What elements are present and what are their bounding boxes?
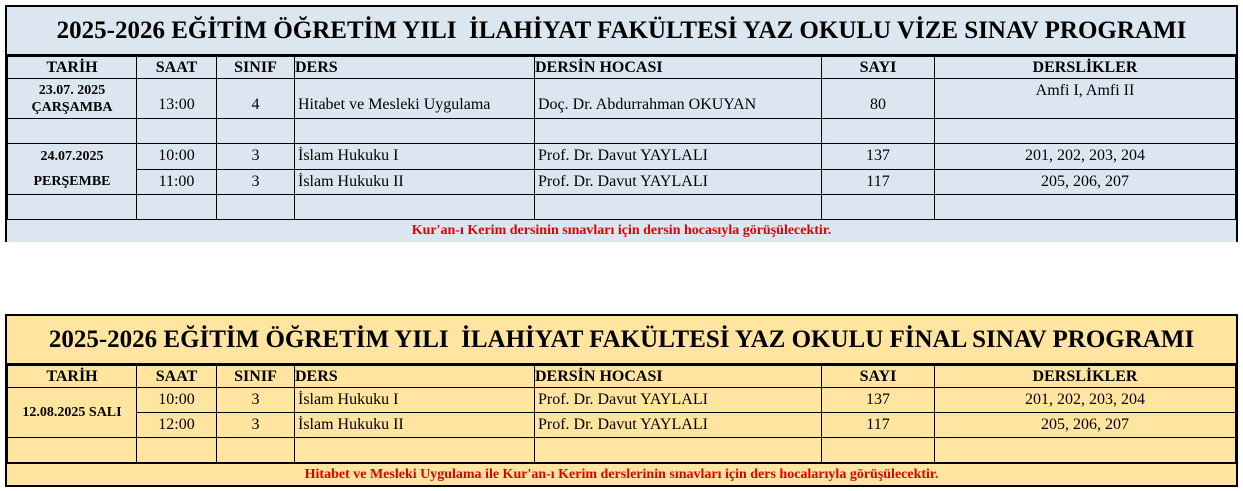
date-cell (8, 79, 137, 119)
course-cell: İslam Hukuku I (295, 144, 535, 170)
vize-header-row (8, 57, 1236, 79)
vize-title: 2025-2026 EĞİTİM ÖĞRETİM YILI İLAHİYAT FAKÜLTESİ YAZ OKULU VİZE SINAV PROGRAMI (7, 7, 1236, 56)
empty-row (8, 438, 1236, 463)
class-cell: 3 (217, 388, 295, 413)
vize-schedule (5, 5, 1238, 242)
course-cell: İslam Hukuku II (295, 169, 535, 195)
header-derslikler: DERSLİKLER (935, 57, 1236, 79)
header-saat: SAAT (137, 366, 217, 388)
empty-row (8, 119, 1236, 144)
header-sayi: SAYI (822, 57, 935, 79)
header-tarih: TARİH (8, 366, 137, 388)
class-cell: 3 (217, 413, 295, 438)
header-hoca: DERSİN HOCASI (535, 366, 822, 388)
course-cell: İslam Hukuku I (295, 388, 535, 413)
count-cell: 117 (822, 169, 935, 195)
header-sayi: SAYI (822, 366, 935, 388)
rooms-cell: 205, 206, 207 (935, 413, 1236, 438)
class-cell: 3 (217, 144, 295, 170)
course-cell: İslam Hukuku II (295, 413, 535, 438)
count-cell: 137 (822, 388, 935, 413)
rooms-cell: 205, 206, 207 (935, 169, 1236, 195)
header-ders: DERS (295, 366, 535, 388)
count-cell: 117 (822, 413, 935, 438)
date-cell: 12.08.2025 SALI (8, 388, 137, 438)
teacher-cell: Prof. Dr. Davut YAYLALI (535, 169, 822, 195)
time-cell: 10:00 (137, 144, 217, 170)
rooms-cell: 201, 202, 203, 204 (935, 388, 1236, 413)
day-text: ÇARŞAMBA (31, 100, 113, 115)
header-derslikler: DERSLİKLER (935, 366, 1236, 388)
teacher-cell: Prof. Dr. Davut YAYLALI (535, 388, 822, 413)
time-cell: 10:00 (137, 388, 217, 413)
teacher-cell: Doç. Dr. Abdurrahman OKUYAN (535, 79, 822, 119)
count-cell: 80 (822, 79, 935, 119)
header-hoca: DERSİN HOCASI (535, 57, 822, 79)
class-cell: 4 (217, 79, 295, 119)
vize-note: Kur'an-ı Kerim dersinin sınavları için dersin hocasıyla görüşülecektir. (411, 223, 832, 238)
header-sinif: SINIF (217, 57, 295, 79)
table-row (8, 79, 1236, 119)
teacher-cell: Prof. Dr. Davut YAYLALI (535, 413, 822, 438)
header-saat: SAAT (137, 57, 217, 79)
date-text: 23.07. 2025 (38, 83, 106, 98)
teacher-cell: Prof. Dr. Davut YAYLALI (535, 144, 822, 170)
course-cell: Hitabet ve Mesleki Uygulama (295, 79, 535, 119)
time-cell: 12:00 (137, 413, 217, 438)
rooms-cell: 201, 202, 203, 204 (935, 144, 1236, 170)
date-text: 24.07.2025 (40, 149, 104, 164)
final-title: 2025-2026 EĞİTİM ÖĞRETİM YILI İLAHİYAT FAKÜLTESİ YAZ OKULU FİNAL SINAV PROGRAMI (7, 316, 1236, 365)
final-note: Hitabet ve Mesleki Uygulama ile Kur'an-ı Kerim derslerinin sınavları için ders hocalarıyla görüşülecektir. (7, 463, 1236, 486)
day-text: PERŞEMBE (33, 174, 111, 189)
vize-table (7, 56, 1236, 220)
class-cell: 3 (217, 169, 295, 195)
header-tarih: TARİH (8, 57, 137, 79)
table-row (8, 388, 1236, 413)
time-cell: 11:00 (137, 169, 217, 195)
table-row (8, 413, 1236, 438)
rooms-cell: Amfi I, Amfi II (935, 79, 1236, 119)
header-sinif: SINIF (217, 366, 295, 388)
count-cell: 137 (822, 144, 935, 170)
date-cell (8, 144, 137, 195)
final-schedule (5, 314, 1238, 487)
header-ders: DERS (295, 57, 535, 79)
table-row (8, 169, 1236, 195)
empty-row (8, 195, 1236, 220)
final-table (7, 365, 1236, 463)
table-row (8, 144, 1236, 170)
final-header-row (8, 366, 1236, 388)
time-cell: 13:00 (137, 79, 217, 119)
